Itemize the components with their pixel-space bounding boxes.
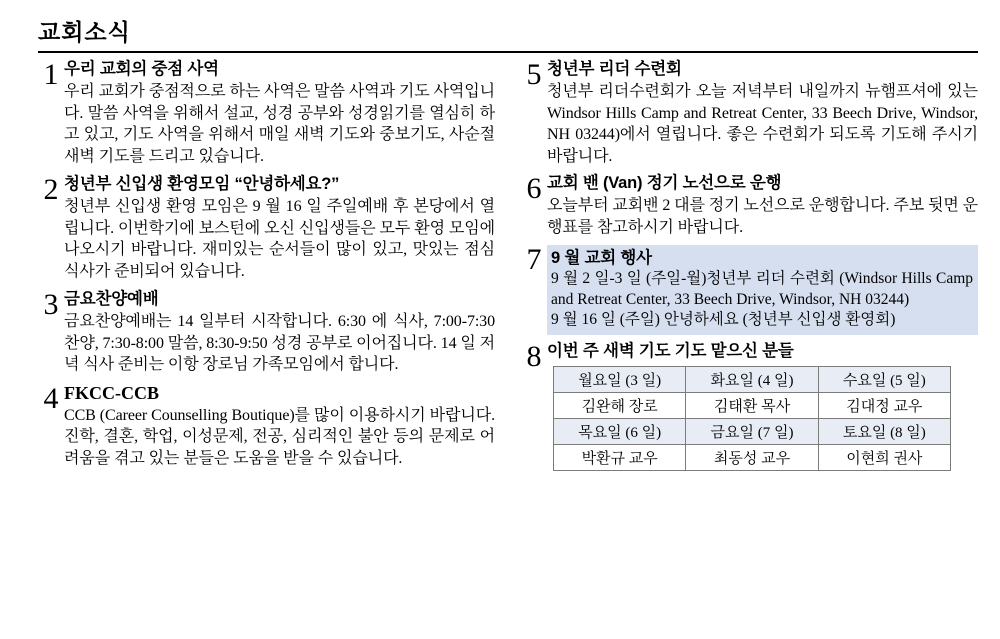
item-body bbox=[547, 173, 978, 238]
item-body bbox=[64, 59, 495, 167]
event-line-1: 9 월 2 일-3 일 (주일-월)청년부 리더 수련회 (Windsor Hills Camp and Retreat Center, 33 Beech Drive, Windsor, NH 03244) bbox=[551, 270, 973, 308]
item-body bbox=[64, 174, 495, 282]
table-cell: 최동성 교우 bbox=[686, 444, 818, 470]
table-row bbox=[554, 418, 951, 444]
item-paragraph: 청년부 리더수련회가 오늘 저녁부터 내일까지 뉴햄프셔에 있는 Windsor Hills Camp and Retreat Center, 33 Beech Drive, Windsor, NH 03244)에서 열립니다. 좋은 수련회가 되도록 기도해 주시기 바랍니다. bbox=[547, 83, 978, 165]
table-cell: 김완해 장로 bbox=[554, 392, 686, 418]
news-item-2 bbox=[38, 174, 495, 282]
table-cell: 월요일 (3 일) bbox=[554, 366, 686, 392]
table-cell: 수요일 (5 일) bbox=[818, 366, 950, 392]
event-line-2: 9 월 16 일 (주일) 안녕하세요 (청년부 신입생 환영회) bbox=[551, 311, 896, 328]
item-number: 2 bbox=[43, 173, 59, 206]
item-body bbox=[64, 383, 495, 470]
item-paragraph: 우리 교회가 중점적으로 하는 사역은 말씀 사역과 기도 사역입니다. 말씀 사역을 위해서 설교, 성경 공부와 성경읽기를 열심히 하고 있고, 기도 사역을 위해서 매일 새벽 기도와 중보기도, 사순절 새벽 기도를 드리고 있습니다. bbox=[64, 83, 495, 165]
item-heading: 청년부 리더 수련회 bbox=[547, 60, 682, 78]
news-item-8-duty bbox=[521, 341, 978, 471]
item-number: 8 bbox=[526, 339, 542, 373]
table-cell: 이현희 권사 bbox=[818, 444, 950, 470]
table-cell: 화요일 (4 일) bbox=[686, 366, 818, 392]
item-number: 6 bbox=[526, 172, 542, 205]
item-paragraph: 오늘부터 교회밴 2 대를 정기 노선으로 운행합니다. 주보 뒷면 운행표를 참고하시기 바랍니다. bbox=[547, 197, 978, 236]
table-row bbox=[554, 392, 951, 418]
dawn-prayer-duty-table bbox=[553, 366, 951, 471]
table-row bbox=[554, 444, 951, 470]
item-heading: FKCC-CCB bbox=[64, 382, 159, 403]
table-cell: 목요일 (6 일) bbox=[554, 418, 686, 444]
item-body bbox=[64, 289, 495, 376]
news-item-7-events bbox=[521, 244, 978, 335]
item-heading: 9 월 교회 행사 bbox=[551, 249, 652, 267]
item-number: 5 bbox=[526, 58, 542, 91]
item-paragraph: 청년부 신입생 환영 모임은 9 월 16 일 주일예배 후 본당에서 열립니다. 이번학기에 보스턴에 오신 신입생들은 모두 환영 모임에 나오시기 바랍니다. 재미있는 순서들이 많이 있고, 맛있는 점심 식사가 준비되어 있습니다. bbox=[64, 198, 495, 280]
item-number: 7 bbox=[526, 243, 542, 276]
news-item-3 bbox=[38, 289, 495, 376]
news-item-1 bbox=[38, 59, 495, 167]
events-highlight-box bbox=[547, 245, 978, 335]
item-heading: 청년부 신입생 환영모임 “안녕하세요?” bbox=[64, 175, 340, 193]
item-heading: 교회 밴 (Van) 정기 노선으로 운행 bbox=[547, 174, 782, 192]
news-item-5 bbox=[521, 59, 978, 167]
item-number: 1 bbox=[43, 58, 59, 91]
table-cell: 금요일 (7 일) bbox=[686, 418, 818, 444]
news-item-4 bbox=[38, 383, 495, 470]
table-cell: 김대정 교우 bbox=[818, 392, 950, 418]
table-cell: 토요일 (8 일) bbox=[818, 418, 950, 444]
table-cell: 김태환 목사 bbox=[686, 392, 818, 418]
right-column bbox=[521, 59, 978, 477]
item-heading: 이번 주 새벽 기도 기도 맡으신 분들 bbox=[547, 341, 794, 360]
two-column-layout bbox=[38, 59, 978, 477]
item-number: 4 bbox=[43, 381, 59, 415]
title-divider bbox=[38, 51, 978, 53]
table-cell: 박환규 교우 bbox=[554, 444, 686, 470]
item-body bbox=[547, 341, 978, 471]
item-paragraph: CCB (Career Counselling Boutique)를 많이 이용하시기 바랍니다. 진학, 결혼, 학업, 이성문제, 전공, 심리적인 불안 등의 문제로 어려움을 겪고 있는 분들은 도움을 받을 수 있습니다. bbox=[64, 406, 495, 467]
item-heading: 금요찬양예배 bbox=[64, 290, 159, 308]
item-paragraph: 금요찬양예배는 14 일부터 시작합니다. 6:30 에 식사, 7:00-7:30 찬양, 7:30-8:00 말씀, 8:30-9:50 성경 공부로 이어집니다. 14 일 저녁 식사 준비는 이항 장로님 가족모임에서 합니다. bbox=[64, 313, 495, 373]
item-heading: 우리 교회의 중점 사역 bbox=[64, 60, 219, 78]
table-row bbox=[554, 366, 951, 392]
page-title: 교회소식 bbox=[38, 19, 131, 45]
item-number: 3 bbox=[43, 288, 59, 321]
news-item-6 bbox=[521, 173, 978, 238]
item-body bbox=[547, 59, 978, 167]
left-column bbox=[38, 59, 495, 476]
